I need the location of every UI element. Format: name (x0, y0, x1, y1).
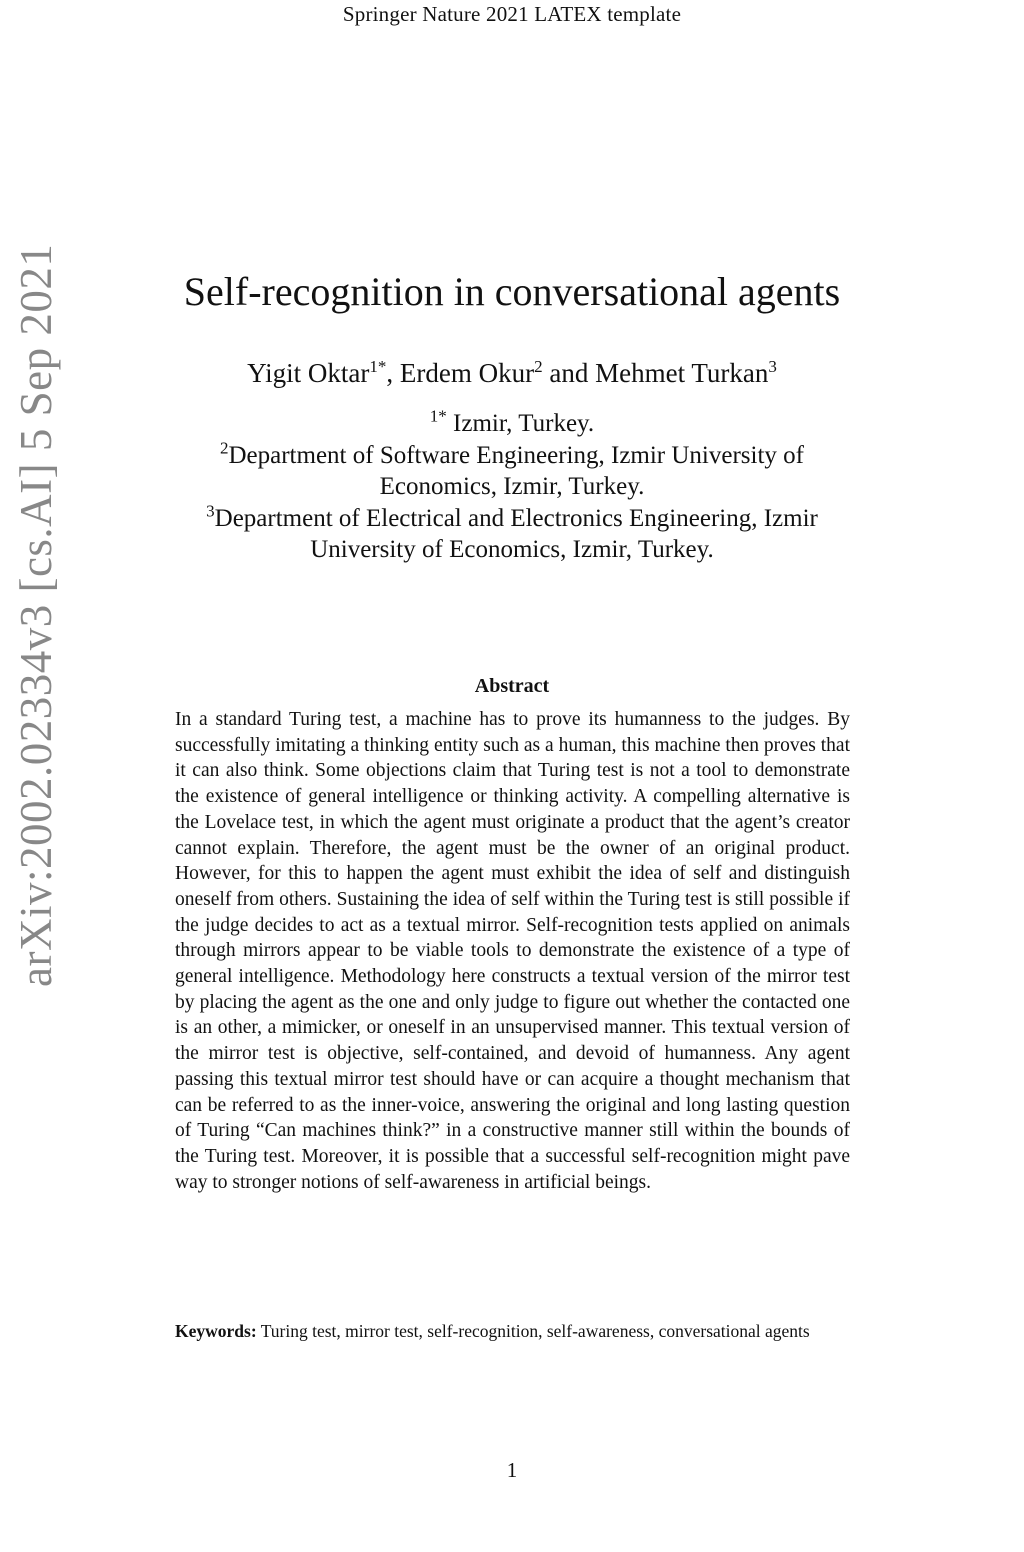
running-head: Springer Nature 2021 LATEX template (342, 2, 682, 26)
author-name: Erdem Okur (399, 358, 535, 388)
affiliation-marker: 2 (219, 438, 229, 458)
keywords-label: Keywords: (175, 1321, 257, 1341)
abstract-text: In a standard Turing test, a machine has to prove its humanness to the judges. By successfully imitating a thinking entity such as a human, this machine then proves that it can also think. Some objections claim that Turing test is not a tool to demonstrate the existence of general intelligence or thinking activity. A compelling alternative is the Lovelace test, in which the agent must originate a product that the agent’s creator cannot explain. Therefore, the agent must be the owner of an original product. However, for this to happen the agent must exhibit the idea of self and distinguish oneself from others. Sustaining the idea of self within the Turing test is still possible if the judge decides to act as a textual mirror. Self-recognition tests applied on animals through mirrors appear to be viable tools to demonstrate the existence of a type of general intelligence. Methodology here constructs a textual version of the mirror test by placing the agent as the one and only judge to figure out whether the contacted one is an other, a mimicker, or oneself in an unsupervised manner. This textual version of the mirror test is objective, self-contained, and devoid of humanness. Any agent passing this textual mirror test should have or can acquire a thought mechanism that can be referred to as the inner-voice, answering the original and long lasting question of Turing “Can machines think?” in a constructive manner still within the bounds of the Turing test. Moreover, it is possible that a successful self-recognition might pave way to stronger notions of self-awareness in artificial beings. (175, 709, 850, 1193)
author-list (0, 358, 1024, 389)
paper-title: Self-recognition in conversational agents (183, 269, 841, 314)
author-separator: , (386, 358, 400, 388)
affiliation-marker: 3 (206, 501, 215, 521)
affiliation-text: Izmir, Turkey. (446, 410, 595, 437)
affiliation (170, 440, 854, 503)
affiliation (170, 408, 854, 440)
author-separator: and (542, 358, 596, 388)
arxiv-identifier-stamp: arXiv:2002.02334v3 [cs.AI] 5 Sep 2021 (11, 243, 61, 987)
affiliation (170, 503, 854, 566)
keywords (175, 1319, 850, 1343)
affiliation-text: Department of Software Engineering, Izmir University of Economics, Izmir, Turkey. (228, 441, 804, 500)
author-affiliation-marker: 2 (534, 357, 543, 376)
author-name: Yigit Oktar (247, 358, 370, 388)
affiliation-marker: 1* (429, 406, 447, 426)
affiliation-text: Department of Electrical and Electronics Engineering, Izmir University of Economics, Izmir, Turkey. (214, 504, 818, 563)
affiliation-list (170, 408, 854, 566)
keywords-text: Turing test, mirror test, self-recognition, self-awareness, conversational agents (256, 1321, 810, 1341)
author-affiliation-marker: 1* (369, 357, 387, 376)
author-name: Mehmet Turkan (595, 358, 769, 388)
page-number: 1 (506, 1458, 518, 1482)
author-affiliation-marker: 3 (768, 357, 777, 376)
abstract-heading: Abstract (474, 675, 550, 697)
